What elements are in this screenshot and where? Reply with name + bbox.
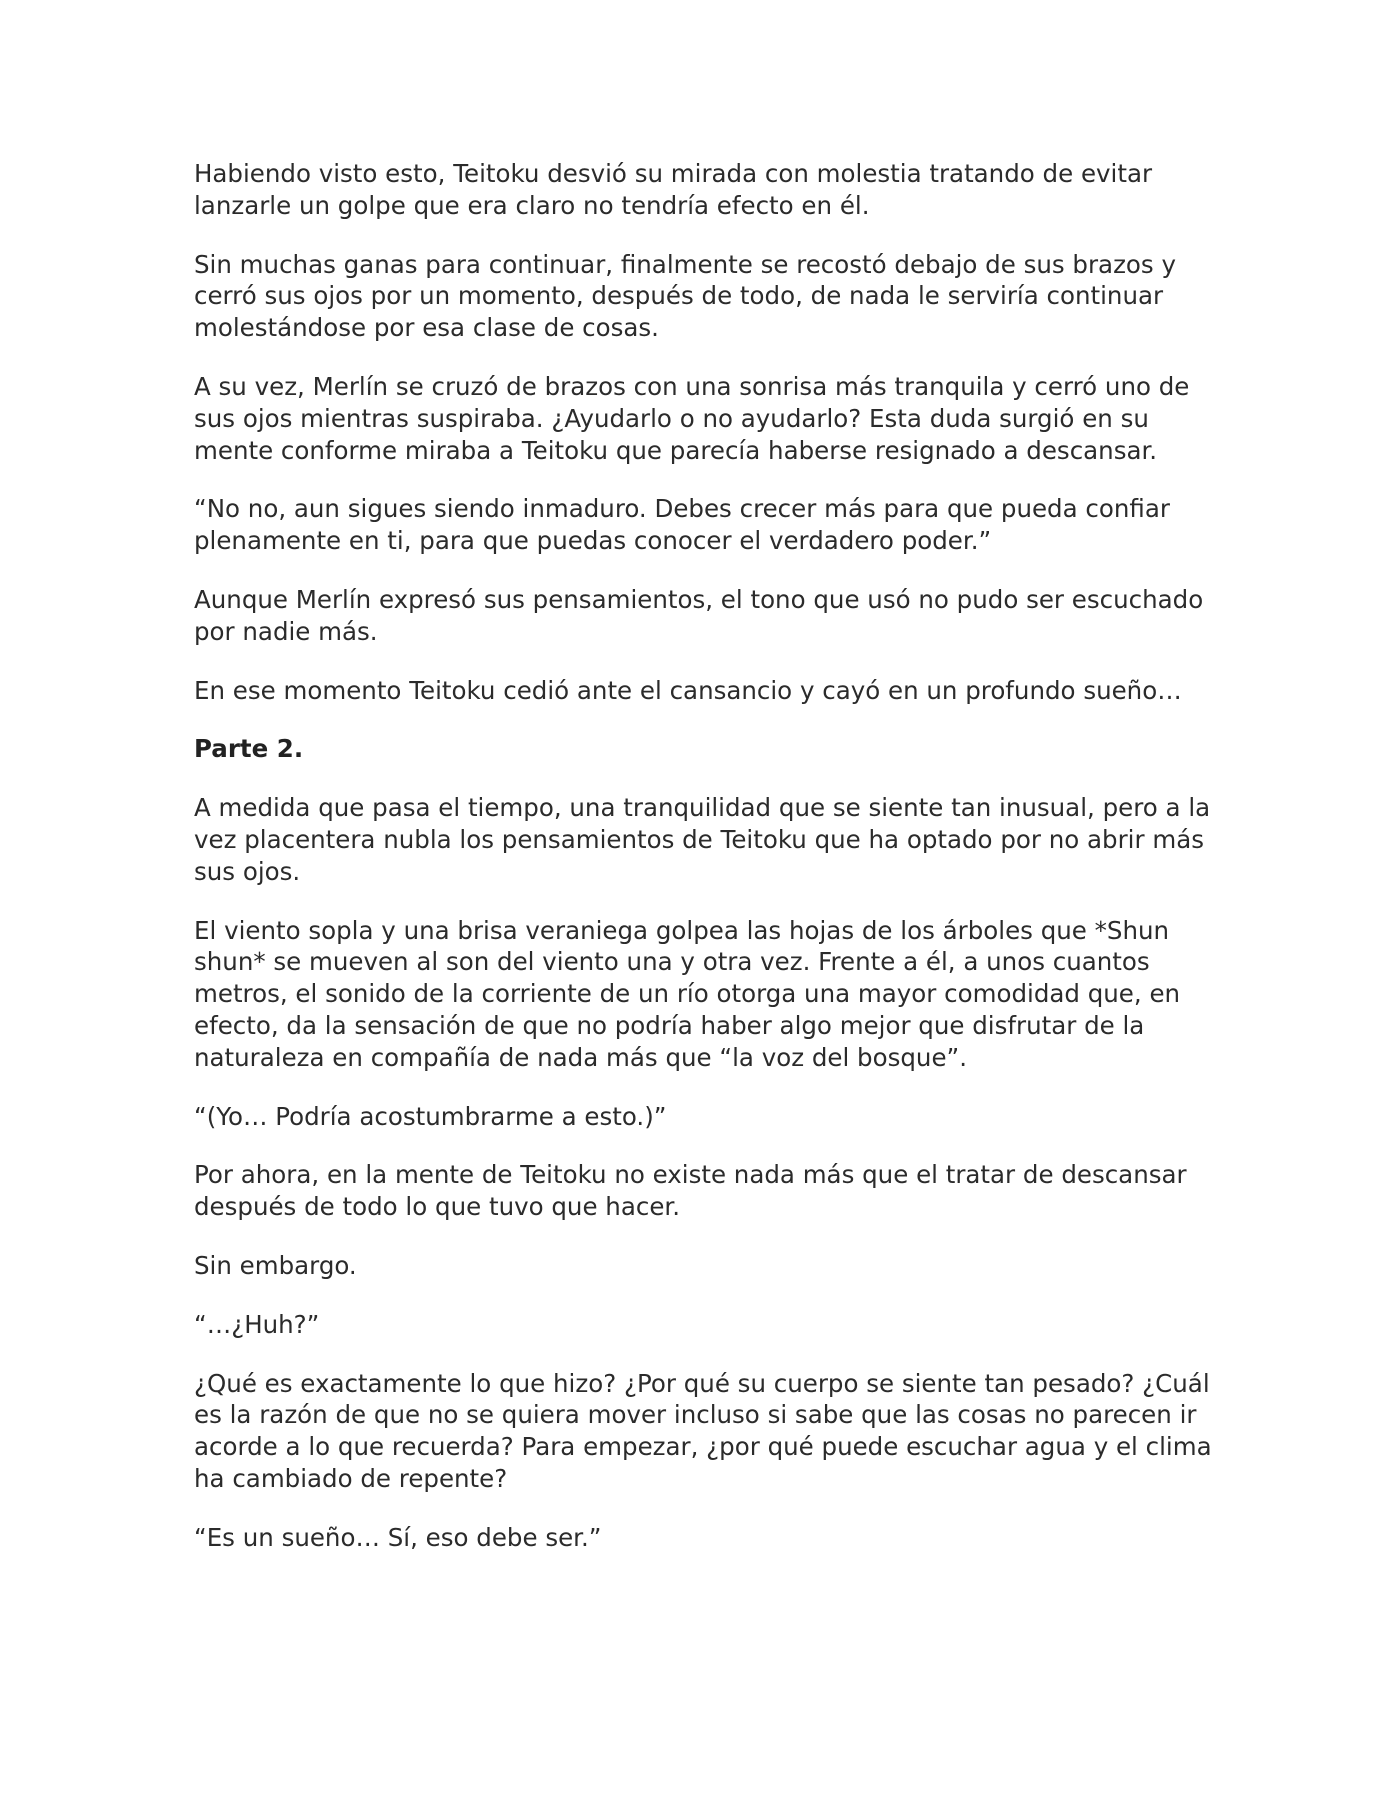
paragraph: “(Yo… Podría acostumbrarme a esto.)” (194, 1101, 667, 1131)
paragraph: Por ahora, en la mente de Teitoku no existe nada más que el tratar de descansar después de todo lo que tuvo que hacer. (194, 1160, 1187, 1222)
paragraph: Sin embargo. (194, 1250, 357, 1280)
paragraph: A su vez, Merlín se cruzó de brazos con una sonrisa más tranquila y cerró uno de sus ojos mientras suspiraba. ¿Ayudarlo o no ayudarlo? Esta duda surgió en su mente conforme miraba a Teitoku que parecía haberse resignado a descansar. (194, 371, 1190, 465)
paragraph: Sin muchas ganas para continuar, finalmente se recostó debajo de sus brazos y cerró sus ojos por un momento, después de todo, de nada le serviría continuar molestándose por esa clase de cosas. (194, 249, 1176, 343)
section-heading: Parte 2. (194, 734, 304, 764)
paragraph: A medida que pasa el tiempo, una tranquilidad que se siente tan inusual, pero a la vez placentera nubla los pensamientos de Teitoku que ha optado por no abrir más sus ojos. (194, 793, 1211, 886)
paragraph: Aunque Merlín expresó sus pensamientos, el tono que usó no pudo ser escuchado por nadie más. (194, 584, 1204, 646)
paragraph: El viento sopla y una brisa veraniega golpea las hojas de los árboles que *Shun shun* se mueven al son del viento una y otra vez. Frente a él, a unos cuantos metros, el sonido de la corriente de un río otorga una mayor comodidad que, en efecto, da la sensación de que no podría haber algo mejor que disfrutar de la naturaleza en compañía de nada más que “la voz del bosque”. (194, 915, 1181, 1072)
document-page (194, 158, 1214, 1581)
paragraph: “Es un sueño… Sí, eso debe ser.” (194, 1522, 602, 1552)
paragraph: En ese momento Teitoku cedió ante el cansancio y cayó en un profundo sueño… (194, 675, 1182, 705)
paragraph: “…¿Huh?” (194, 1309, 320, 1339)
paragraph: “No no, aun sigues siendo inmaduro. Debes crecer más para que pueda confiar plenamente en ti, para que puedas conocer el verdadero poder.” (194, 494, 1170, 556)
paragraph: ¿Qué es exactamente lo que hizo? ¿Por qué su cuerpo se siente tan pesado? ¿Cuál es la razón de que no se quiera mover incluso si sabe que las cosas no parecen ir acorde a lo que recuerda? Para empezar, ¿por qué puede escuchar agua y el clima ha cambiado de repente? (194, 1368, 1212, 1493)
paragraph: Habiendo visto esto, Teitoku desvió su mirada con molestia tratando de evitar lanzarle un golpe que era claro no tendría efecto en él. (194, 159, 1153, 220)
